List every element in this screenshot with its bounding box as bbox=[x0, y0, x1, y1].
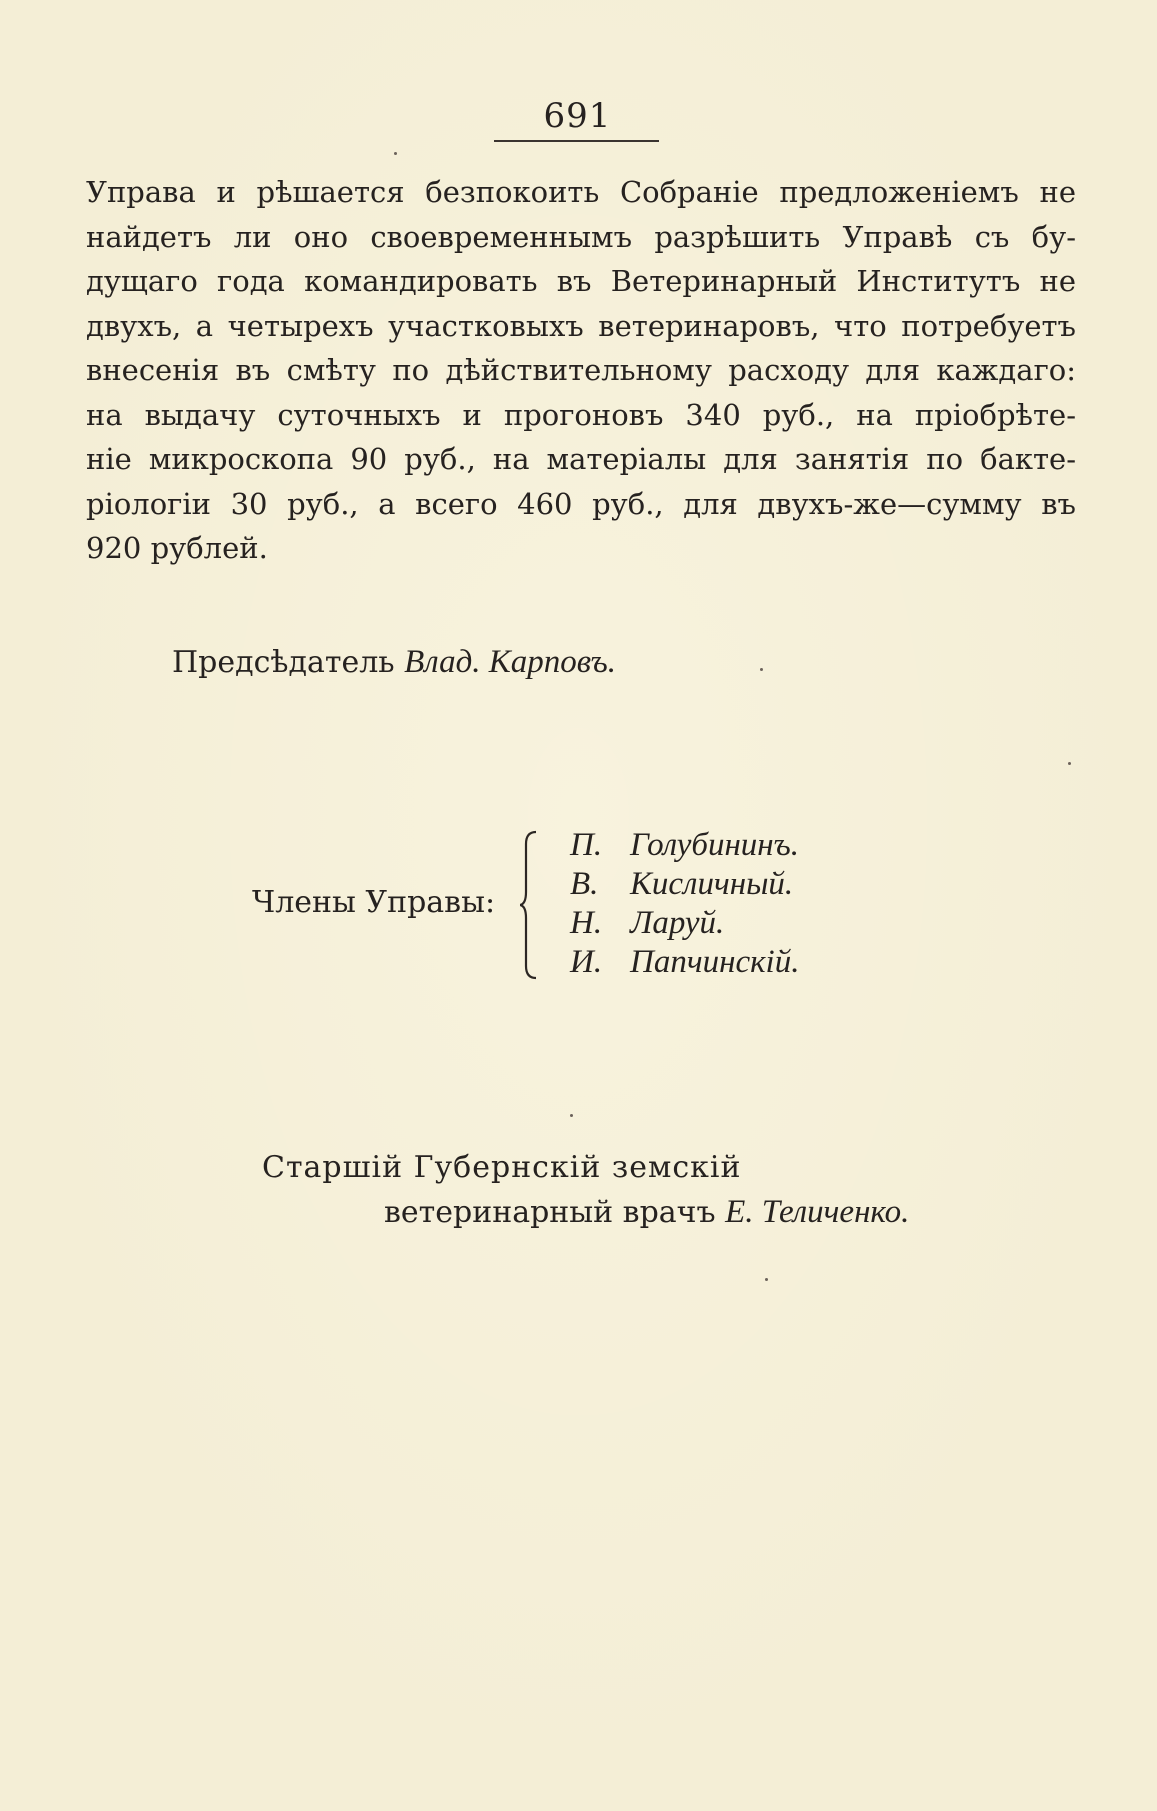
member-surname: Кисличный. bbox=[630, 866, 794, 902]
page-number: 691 bbox=[543, 96, 612, 136]
member-entry bbox=[570, 826, 799, 865]
body-line: внесенія въ смѣту по дѣйствительному расходу для каждаго: bbox=[86, 353, 1076, 387]
chairman-signature bbox=[172, 644, 616, 681]
print-speck bbox=[1068, 762, 1071, 765]
body-line: Управа и рѣшается безпокоить Собраніе предложеніемъ не bbox=[86, 175, 1076, 209]
members-brace bbox=[520, 830, 540, 980]
print-speck bbox=[394, 152, 397, 155]
body-line: на выдачу суточныхъ и прогоновъ 340 руб., на пріобрѣте- bbox=[86, 397, 1076, 432]
member-surname: Ларуй. bbox=[630, 905, 725, 941]
chairman-name: Влад. Карповъ. bbox=[404, 644, 616, 680]
body-line: двухъ, а четырехъ участковыхъ ветеринаровъ, что потребуетъ bbox=[86, 308, 1076, 343]
chairman-title: Предсѣдатель bbox=[172, 645, 395, 680]
page-number-rule bbox=[494, 140, 659, 142]
body-line: дущаго года командировать въ Ветеринарный Институтъ не bbox=[86, 264, 1076, 298]
member-initial: П. bbox=[570, 827, 603, 863]
body-line: найдетъ ли оно своевременнымъ разрѣшить Управѣ съ бу- bbox=[86, 219, 1076, 254]
veterinarian-signature bbox=[384, 1194, 909, 1231]
member-entry bbox=[570, 904, 799, 943]
member-entry bbox=[570, 865, 799, 904]
body-paragraph bbox=[86, 170, 1076, 571]
member-initial: В. bbox=[570, 866, 599, 902]
print-speck bbox=[760, 668, 763, 671]
member-surname: Голубининъ. bbox=[630, 827, 800, 863]
member-entry bbox=[570, 943, 799, 982]
veterinarian-title-line2: ветеринарный врачъ bbox=[384, 1195, 716, 1230]
print-speck bbox=[765, 1278, 768, 1281]
members-list bbox=[570, 826, 799, 982]
member-initial: И. bbox=[570, 944, 603, 980]
body-line: ріологіи 30 руб., а всего 460 руб., для двухъ-же—сумму въ bbox=[86, 486, 1076, 521]
member-surname: Папчинскій. bbox=[630, 944, 800, 980]
veterinarian-title-line1: Старшій Губернскій земскій bbox=[262, 1150, 742, 1185]
members-label: Члены Управы: bbox=[252, 885, 496, 920]
veterinarian-name: Е. Теличенко. bbox=[725, 1194, 910, 1230]
body-line: 920 рублей. bbox=[86, 531, 268, 565]
body-line: ніе микроскопа 90 руб., на матеріалы для занятія по бакте- bbox=[86, 442, 1076, 476]
print-speck bbox=[570, 1114, 573, 1117]
member-initial: Н. bbox=[570, 905, 603, 941]
